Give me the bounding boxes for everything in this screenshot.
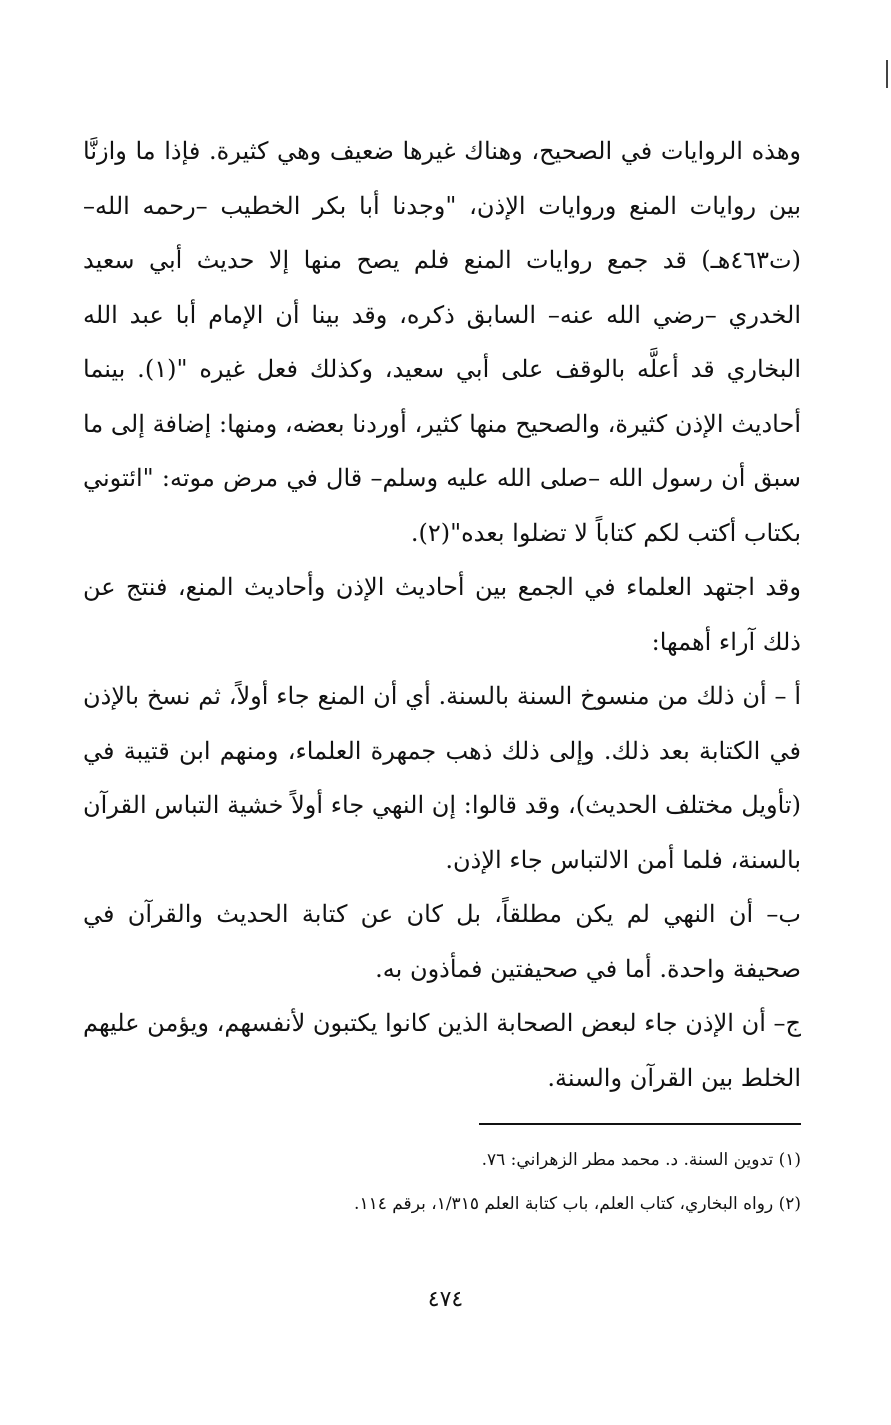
paragraph-4: ب– أن النهي لم يكن مطلقاً، بل كان عن كتابة الحديث والقرآن في صحيفة واحدة. أما في صحيفتين فمأذون به.	[83, 900, 801, 983]
paragraph-5: ج– أن الإذن جاء لبعض الصحابة الذين كانوا يكتبون لأنفسهم، ويؤمن عليهم الخلط بين القرآن والسنة.	[83, 1009, 801, 1092]
main-text	[83, 124, 801, 1105]
page-number: ٤٧٤	[427, 1287, 464, 1312]
footnote-2: (٢) رواه البخاري، كتاب العلم، باب كتابة العلم ١/٣١٥، برقم ١١٤.	[354, 1194, 801, 1214]
paragraph-2: وقد اجتهد العلماء في الجمع بين أحاديث الإذن وأحاديث المنع، فنتج عن ذلك آراء أهمها:	[83, 573, 801, 656]
paragraph-1: وهذه الروايات في الصحيح، وهناك غيرها ضعيف وهي كثيرة. فإذا ما وازنَّا بين روايات المنع وروايات الإذن، "وجدنا أبا بكر الخطيب –رحمه الله– (ت٤٦٣هـ) قد جمع روايات المنع فلم يصح منها إلا حديث أبي سعيد الخدري –رضي الله عنه– السابق ذكره، وقد بينا أن الإمام أبا عبد الله البخاري قد أعلَّه بالوقف على أبي سعيد، وكذلك فعل غيره "(١). بينما أحاديث الإذن كثيرة، والصحيح منها كثير، أوردنا بعضه، ومنها: إضافة إلى ما سبق أن رسول الله –صلى الله عليه وسلم– قال في مرض موته: "ائتوني بكتاب أكتب لكم كتاباً لا تضلوا بعده"(٢).	[83, 137, 801, 547]
footnote-1: (١) تدوين السنة. د. محمد مطر الزهراني: ٧٦.	[481, 1150, 801, 1170]
paragraph-3: أ – أن ذلك من منسوخ السنة بالسنة. أي أن المنع جاء أولاً، ثم نسخ بالإذن في الكتابة بعد ذلك. وإلى ذلك ذهب جمهرة العلماء، ومنهم ابن قتيبة في (تأويل مختلف الحديث)، وقد قالوا: إن النهي جاء أولاً خشية التباس القرآن بالسنة، فلما أمن الالتباس جاء الإذن.	[83, 682, 801, 874]
page-edge-mark	[886, 60, 888, 88]
footnote-separator	[479, 1123, 801, 1125]
footnotes	[83, 1138, 801, 1226]
